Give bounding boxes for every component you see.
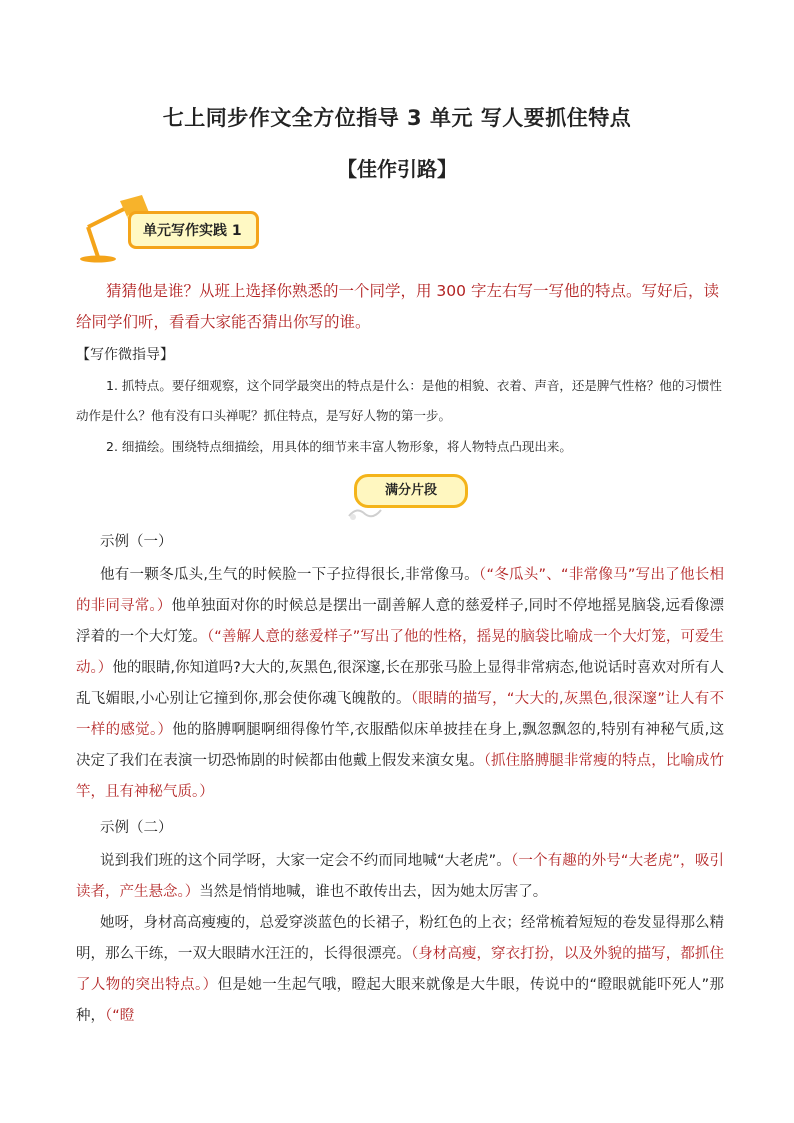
example-1-note-1: （“冬瓜头”、“非常像马”写出了他长相的非同寻常。） xyxy=(76,567,725,614)
full-score-badge: 满分片段 xyxy=(354,474,468,508)
example-1-note-4: （抓住胳膊腿非常瘦的特点，比喻成竹竿，且有神秘气质。） xyxy=(76,753,724,800)
decoration-icon xyxy=(345,502,385,522)
example-2-p1-seg-1: 说到我们班的这个同学呀，大家一定会不约而同地喊“大老虎”。 xyxy=(100,853,511,869)
example-2-p2-tail: （“瞪 xyxy=(105,1008,135,1024)
example-1-seg-1: 他有一颗冬瓜头,生气的时候脸一下子拉得很长,非常像马。 xyxy=(100,567,479,583)
section-subtitle: 【佳作引路】 xyxy=(337,157,457,181)
unit-practice-label: 单元写作实践 1 xyxy=(128,211,259,249)
example-2-p2-note: （身材高瘦，穿衣打扮，以及外貌的描写，都抓住了人物的突出特点。） xyxy=(76,946,724,993)
example-2-paragraph-1 xyxy=(76,846,724,908)
page-title: 七上同步作文全方位指导 3 单元 写人要抓住特点 xyxy=(162,106,632,130)
guide-item-1: 1. 抓特点。要仔细观察，这个同学最突出的特点是什么：是他的相貌、衣着、声音，还是脾气性格？他的习惯性动作是什么？他有没有口头禅呢？抓住特点，是写好人物的第一步。 xyxy=(76,378,722,423)
example-2-p2-seg-1: 她呀，身材高高瘦瘦的，总爱穿淡蓝色的长裙子，粉红色的上衣；经常梳着短短的卷发显得那么精明，那么干练，一双大眼睛水汪汪的，长得很漂亮。 xyxy=(76,915,724,962)
example-1-heading: 示例（一） xyxy=(100,534,173,550)
guide-heading: 【写作微指导】 xyxy=(76,347,174,363)
example-2-p2-seg-2: 但是她一生起气哦，瞪起大眼来就像是大牛眼，传说中的“瞪眼就能吓死人”那种， xyxy=(76,977,725,1024)
example-2-p1-seg-2: 当然是悄悄地喊，谁也不敢传出去，因为她太厉害了。 xyxy=(199,884,548,900)
example-1-seg-3: 他的眼睛,你知道吗?大大的,灰黑色,很深邃,长在那张马脸上显得非常病态,他说话时喜欢对所有人乱飞媚眼,小心别让它撞到你,那会使你魂飞魄散的。 xyxy=(76,660,724,707)
writing-task: 猜猜他是谁？从班上选择你熟悉的一个同学，用 300 字左右写一写他的特点。写好后，读给同学们听，看看大家能否猜出你写的谁。 xyxy=(76,282,719,331)
example-2-p1-note: （一个有趣的外号“大老虎”，吸引读者，产生悬念。） xyxy=(76,853,724,900)
example-2-heading: 示例（二） xyxy=(100,820,173,836)
example-1-note-3: （眼睛的描写，“大大的,灰黑色,很深邃”让人有不一样的感觉。） xyxy=(76,691,724,738)
example-1-seg-2: 他单独面对你的时候总是摆出一副善解人意的慈爱样子,同时不停地摇晃脑袋,远看像漂浮着的一个大灯笼。 xyxy=(76,598,724,645)
guide-item-2: 2. 细描绘。围绕特点细描绘，用具体的细节来丰富人物形象，将人物特点凸现出来。 xyxy=(106,439,572,454)
example-1-note-2: （“善解人意的慈爱样子”写出了他的性格，摇晃的脑袋比喻成一个大灯笼，可爱生动。） xyxy=(76,629,724,676)
example-2-paragraph-2 xyxy=(76,908,724,1032)
example-1-seg-4: 他的胳膊啊腿啊细得像竹竿,衣服酷似床单披挂在身上,飘忽飘忽的,特别有神秘气质,这决定了我们在表演一切恐怖剧的时候都由他戴上假发来演女鬼。 xyxy=(76,722,725,769)
example-1-text xyxy=(76,560,724,808)
